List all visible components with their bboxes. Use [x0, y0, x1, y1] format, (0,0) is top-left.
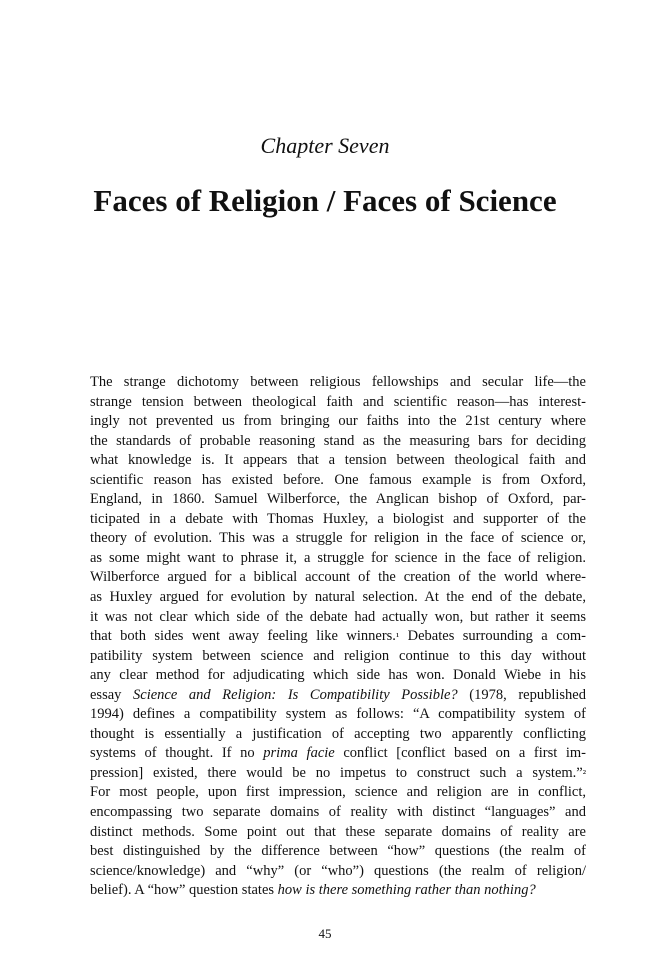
footnote-marker: ²: [582, 767, 586, 780]
text-line: The strange dichotomy between religious fellowships and secular life—the: [90, 374, 586, 390]
text-line: scientific reason has existed before. One famous example is from Oxford,: [90, 471, 586, 488]
text-line: ticipated in a debate with Thomas Huxley, a biologist and supporter of the: [90, 510, 586, 527]
text-line: thought is essentially a justification of accepting two apparently conflicting: [90, 725, 586, 742]
text-line: theory of evolution. This was a struggle for religion in the face of science or,: [90, 530, 586, 547]
text-line: that both sides went away feeling like winners.¹ Debates surrounding a com-: [90, 628, 586, 645]
chapter-title: Faces of Religion / Faces of Science: [93, 183, 557, 218]
text-line: patibility system between science and religion continue to this day without: [90, 647, 586, 664]
text-line: Wilberforce argued for a biblical account of the creation of the world where-: [90, 569, 586, 586]
text-line: the standards of probable reasoning stand as the measuring bars for deciding: [90, 432, 586, 449]
text-line: it was not clear which side of the debate had actually won, but rather it seems: [90, 608, 586, 625]
text-line: systems of thought. If no prima facie conflict [conflict based on a first im-: [90, 745, 587, 762]
page-number: 45: [318, 926, 332, 941]
text-line: essay Science and Religion: Is Compatibility Possible? (1978, republished: [90, 686, 586, 703]
text-line: pression] existed, there would be no impetus to construct such a system.”²: [90, 764, 586, 781]
italic-phrase: how is there something rather than nothing?: [277, 882, 536, 899]
text-line: 1994) defines a compatibility system as follows: “A compatibility system of: [90, 706, 586, 723]
text-line: belief). A “how” question states how is there something rather than nothing?: [90, 882, 536, 899]
body-paragraph: [90, 373, 586, 901]
text-line: England, in 1860. Samuel Wilberforce, the Anglican bishop of Oxford, par-: [90, 491, 586, 508]
text-line: encompassing two separate domains of reality with distinct “languages” and: [90, 804, 586, 821]
text-line: best distinguished by the difference between “how” questions (the realm of: [90, 843, 586, 860]
text-line: strange tension between theological faith and scientific reason—has interest-: [90, 393, 586, 410]
text-line: as Huxley argued for evolution by natural selection. At the end of the debate,: [90, 589, 586, 606]
text-line: as some might want to phrase it, a struggle for science in the face of religion.: [90, 549, 586, 566]
text-line: any clear method for adjudicating which side has won. Donald Wiebe in his: [90, 667, 586, 684]
italic-phrase: Science and Religion: Is Compatibility Possible?: [133, 686, 458, 703]
italic-phrase: prima facie: [263, 745, 335, 762]
text-line: ingly not prevented us from bringing our faiths into the 21st century where: [90, 413, 586, 430]
text-line: what knowledge is. It appears that a tension between theological faith and: [90, 452, 586, 469]
chapter-label: Chapter Seven: [260, 133, 390, 158]
footnote-marker: ¹: [395, 631, 400, 644]
text-line: science/knowledge) and “why” (or “who”) questions (the realm of religion/: [90, 862, 586, 879]
text-line: distinct methods. Some point out that these separate domains of reality are: [90, 823, 586, 840]
text-line: For most people, upon first impression, science and religion are in conflict,: [90, 784, 586, 801]
